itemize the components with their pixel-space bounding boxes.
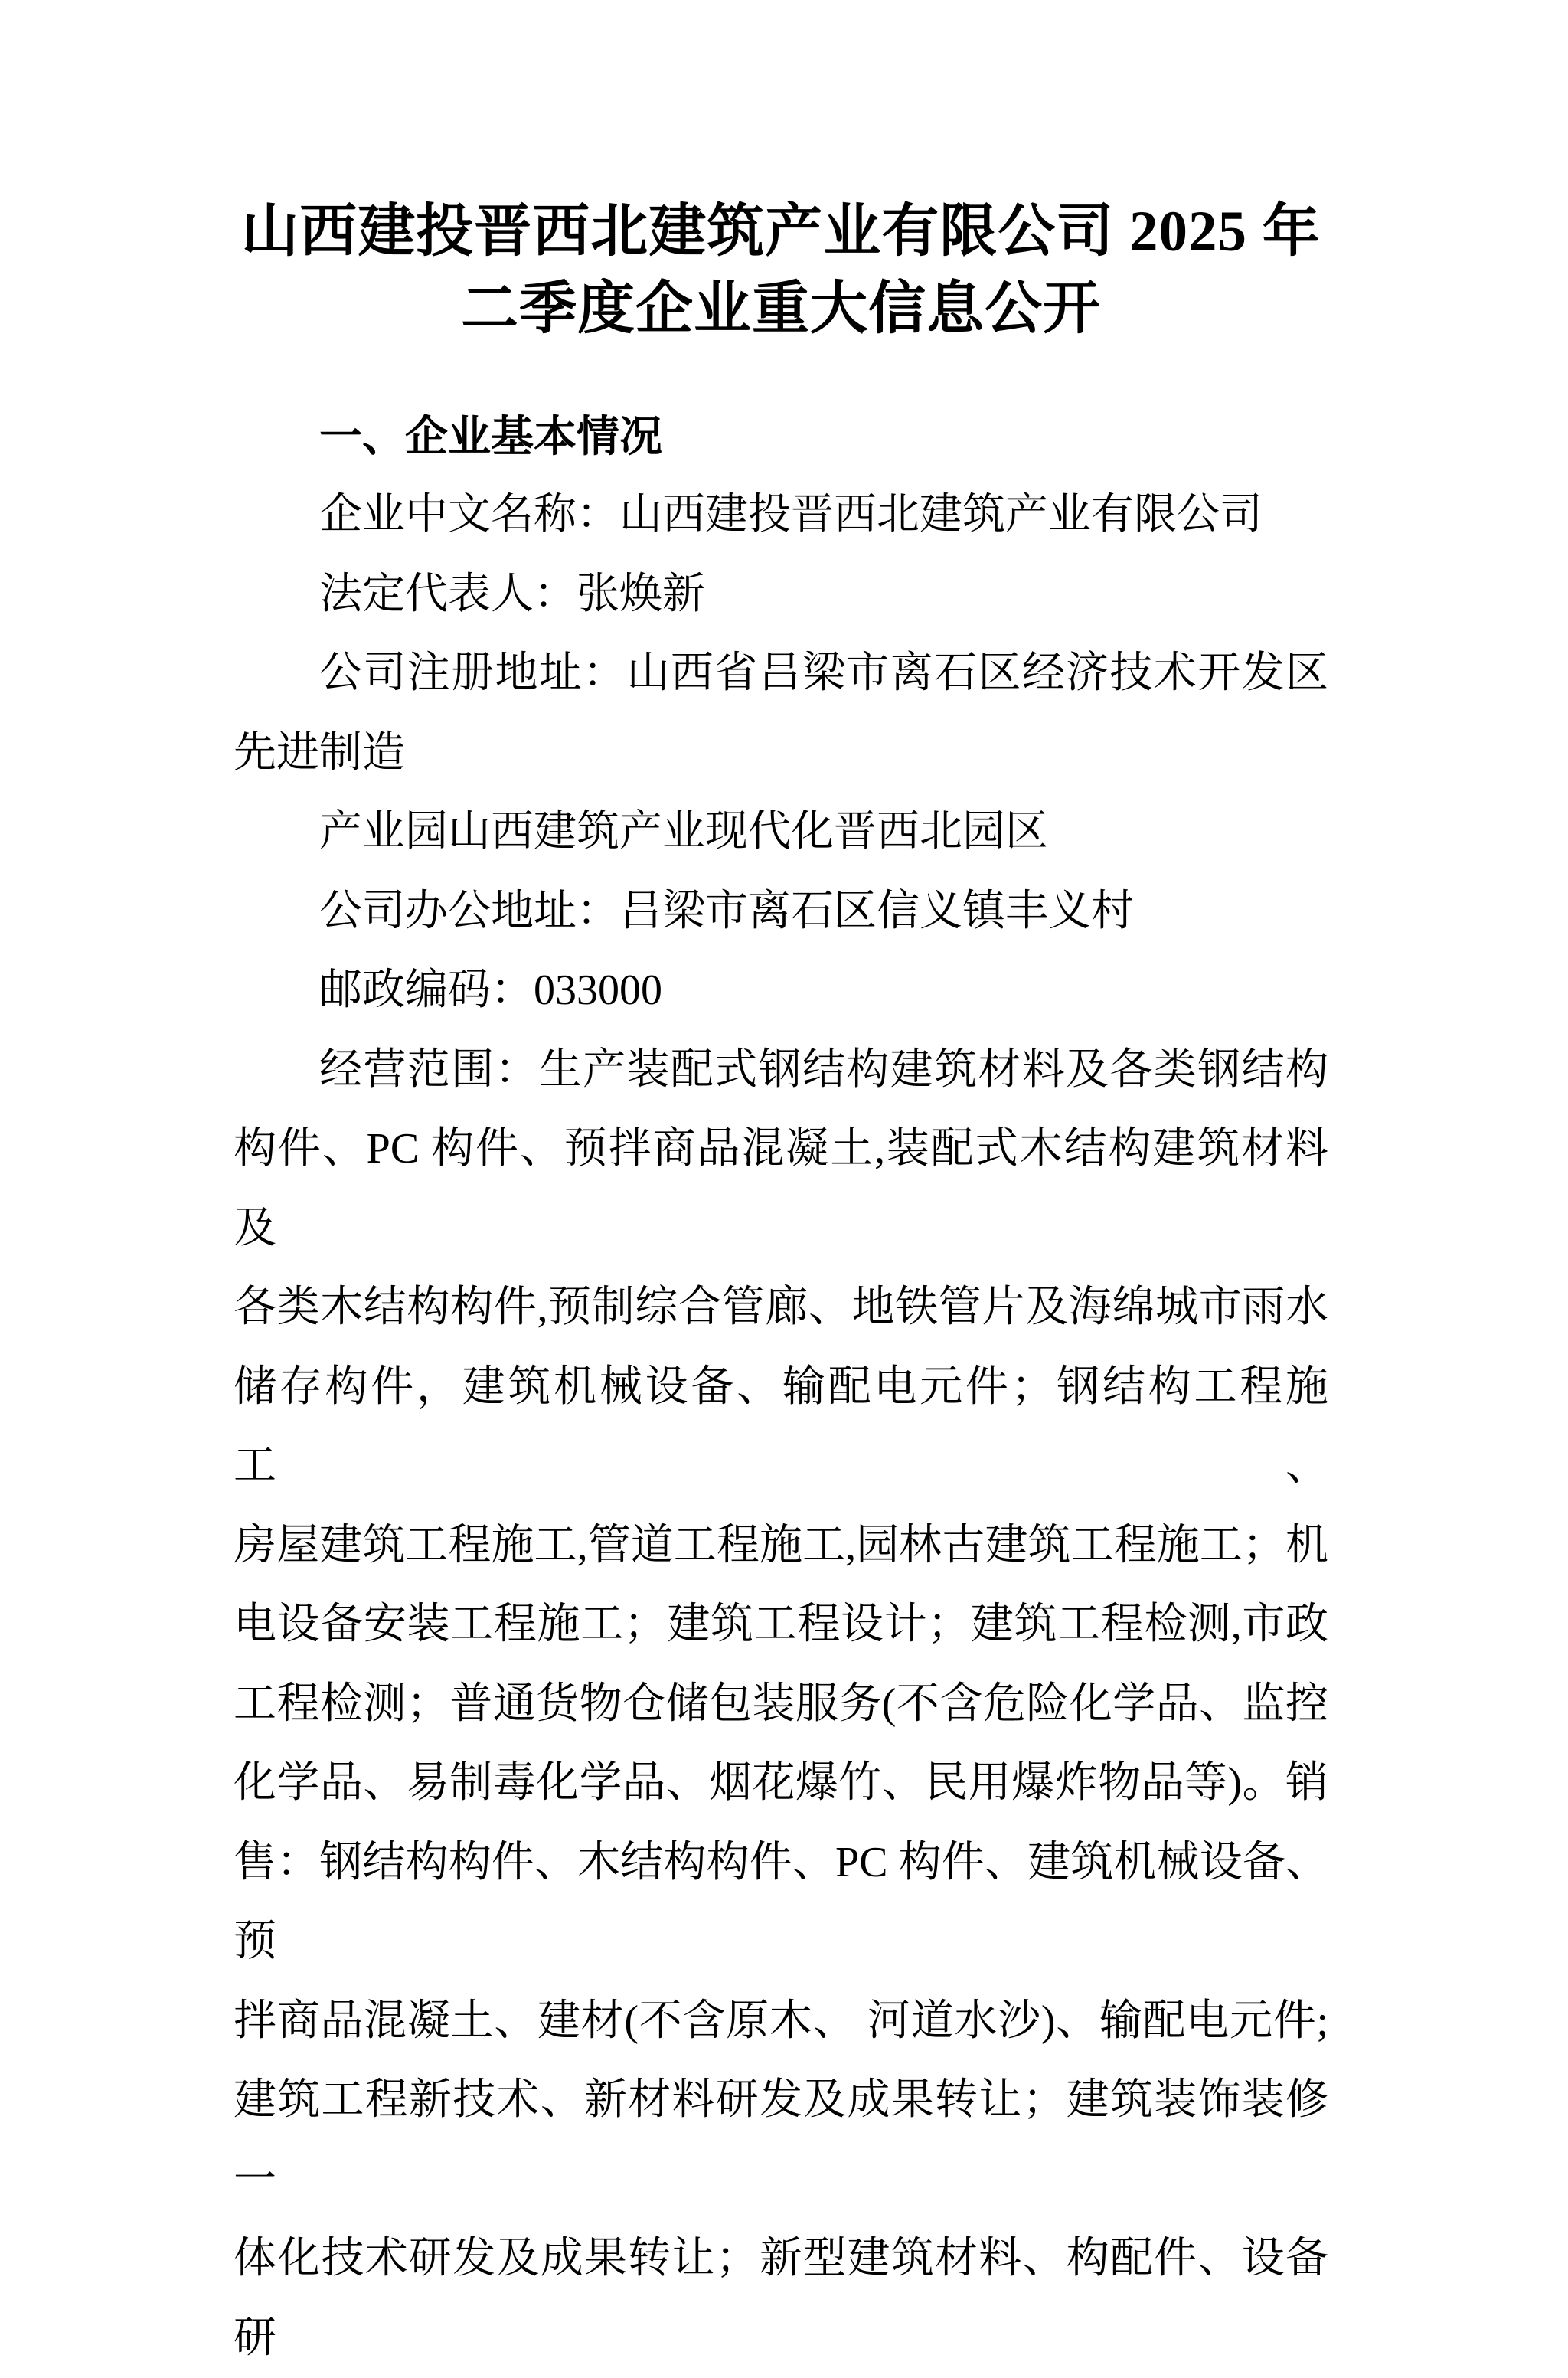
body-line: 房屋建筑工程施工,管道工程施工,园林古建筑工程施工；机	[234, 1521, 1328, 1569]
body-line: 公司注册地址：山西省吕梁市离石区经济技术开发区	[319, 649, 1328, 697]
body-line: 法定代表人：张焕新	[319, 570, 705, 618]
document-content	[234, 193, 1328, 2378]
document-title-line-2: 二季度企业重大信息公开	[460, 277, 1101, 341]
body-line: 储存构件，建筑机械设备、输配电元件；钢结构工程施工、	[234, 1362, 1328, 1490]
body-line: 产业园山西建筑产业现代化晋西北园区	[319, 808, 1048, 855]
body-line: 各类木结构构件,预制综合管廊、地铁管片及海绵城市雨水	[234, 1284, 1328, 1331]
body-line: 工程检测；普通货物仓储包装服务(不含危险化学品、监控	[234, 1680, 1328, 1728]
body-line: 拌商品混凝土、建材(不含原木、 河道水沙)、输配电元件;	[234, 1997, 1328, 2045]
document-body	[234, 476, 1328, 2378]
body-line: 企业中文名称：山西建投晋西北建筑产业有限公司	[319, 491, 1263, 538]
body-line: 先进制造	[234, 728, 405, 777]
body-line: 公司办公地址：吕梁市离石区信义镇丰义村	[319, 887, 1134, 935]
document-title-line-1: 山西建投晋西北建筑产业有限公司 2025 年	[241, 200, 1321, 263]
body-line: 经营范围：生产装配式钢结构建筑材料及各类钢结构	[319, 1045, 1328, 1094]
body-line: 建筑工程新技术、新材料研发及成果转让；建筑装饰装修一	[234, 2076, 1328, 2203]
body-line: 化学品、易制毒化学品、烟花爆竹、民用爆炸物品等)。销	[234, 1759, 1328, 1807]
section-heading: 一、企业基本情况	[319, 412, 662, 460]
body-line: 售：钢结构构件、木结构构件、PC 构件、建筑机械设备、预	[234, 1838, 1328, 1965]
body-line: 邮政编码：033000	[319, 967, 662, 1014]
document-title	[234, 193, 1328, 348]
body-line: 电设备安装工程施工；建筑工程设计；建筑工程检测,市政	[234, 1601, 1328, 1648]
body-line: 构件、PC 构件、预拌商品混凝土,装配式木结构建筑材料及	[234, 1125, 1328, 1252]
body-line: 体化技术研发及成果转让；新型建筑材料、构配件、设备研	[234, 2235, 1328, 2362]
